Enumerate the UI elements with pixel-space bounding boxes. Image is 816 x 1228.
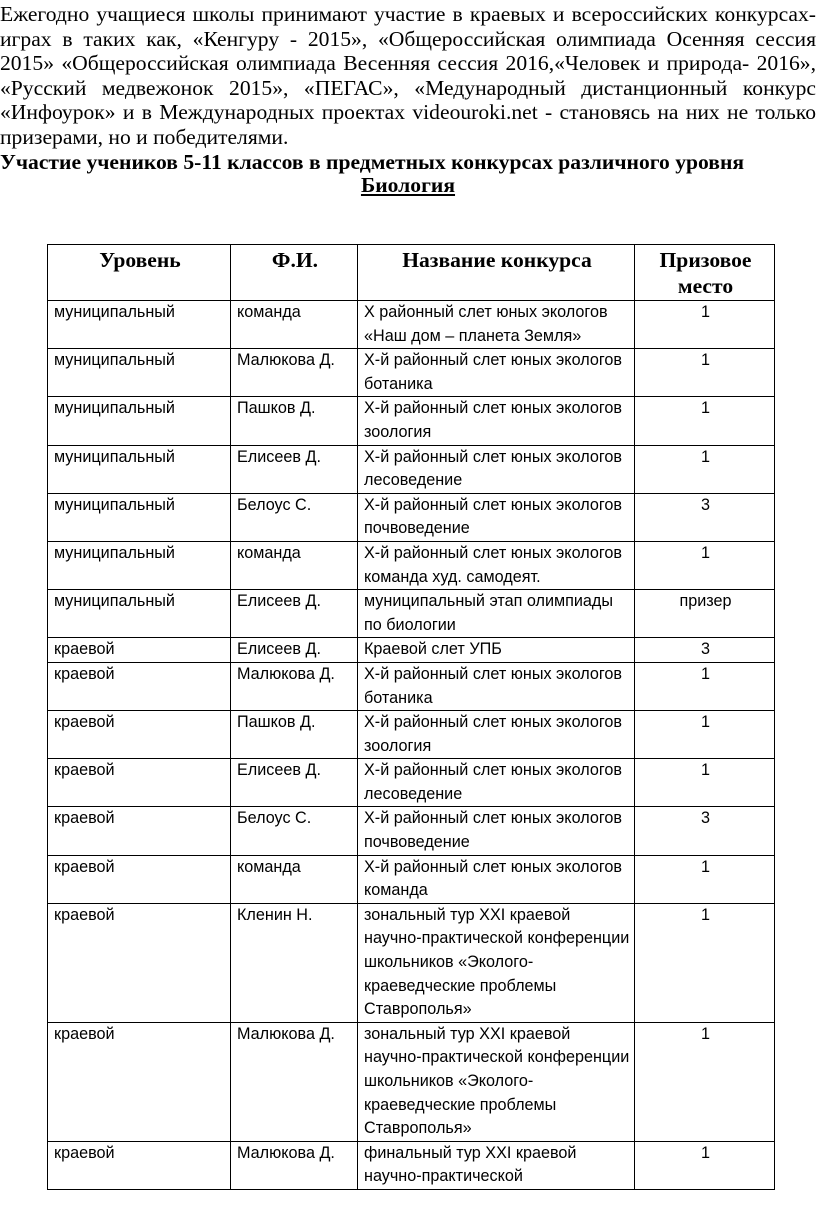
cell-name: команда — [231, 301, 358, 349]
intro-paragraph: Ежегодно учащиеся школы принимают участие в краевых и всероссийских конкурсах-играх в таких как, «Кенгуру - 2015», «Общероссийская олимпиада Осенняя сессия 2015» «Общероссийская олимпиада Весенняя сессия 2016,«Человек и природа- 2016», «Русский медвежонок 2015», «ПЕГАС», «Медународный дистанционный конкурс «Инфоурок» и в Международных проектах videouroki.net - становясь на них не только призерами, но и победителями. — [0, 2, 816, 149]
cell-contest: X-й районный слет юных экологов почвоведение — [358, 807, 635, 855]
cell-place: призер — [635, 590, 775, 638]
cell-name: команда — [231, 855, 358, 903]
cell-place: 1 — [635, 855, 775, 903]
cell-level: краевой — [48, 1141, 231, 1189]
cell-name: Кленин Н. — [231, 903, 358, 1022]
cell-place: 1 — [635, 397, 775, 445]
table-header-row — [48, 245, 775, 301]
header-place: Призовое место — [635, 245, 775, 301]
table-row — [48, 397, 775, 445]
cell-contest: X-й районный слет юных экологов команда — [358, 855, 635, 903]
cell-name: Малюкова Д. — [231, 662, 358, 710]
cell-level: краевой — [48, 759, 231, 807]
cell-name: Белоус С. — [231, 807, 358, 855]
header-level: Уровень — [48, 245, 231, 301]
cell-place: 1 — [635, 903, 775, 1022]
table-row — [48, 855, 775, 903]
cell-level: краевой — [48, 711, 231, 759]
cell-level: муниципальный — [48, 445, 231, 493]
cell-name: Елисеев Д. — [231, 638, 358, 663]
cell-contest: X-й районный слет юных экологов зоология — [358, 711, 635, 759]
cell-level: муниципальный — [48, 493, 231, 541]
cell-level: муниципальный — [48, 590, 231, 638]
cell-name: Малюкова Д. — [231, 1022, 358, 1141]
cell-name: Елисеев Д. — [231, 445, 358, 493]
cell-contest: X-й районный слет юных экологов команда худ. самодеят. — [358, 541, 635, 589]
table-row — [48, 807, 775, 855]
table-row — [48, 759, 775, 807]
results-table — [47, 244, 775, 1190]
cell-contest: X-й районный слет юных экологов ботаника — [358, 349, 635, 397]
cell-contest: X-й районный слет юных экологов зоология — [358, 397, 635, 445]
cell-level: муниципальный — [48, 301, 231, 349]
cell-contest: X-й районный слет юных экологов лесоведение — [358, 759, 635, 807]
cell-place: 1 — [635, 662, 775, 710]
cell-level: краевой — [48, 855, 231, 903]
cell-level: муниципальный — [48, 397, 231, 445]
cell-place: 1 — [635, 301, 775, 349]
cell-place: 1 — [635, 445, 775, 493]
cell-contest: X районный слет юных экологов «Наш дом – планета Земля» — [358, 301, 635, 349]
cell-level: краевой — [48, 1022, 231, 1141]
table-row — [48, 711, 775, 759]
cell-contest: зональный тур XXI краевой научно-практической конференции школьников «Эколого-краеведческие проблемы Ставрополья» — [358, 1022, 635, 1141]
table-row — [48, 1141, 775, 1189]
subject-title: Биология — [360, 172, 456, 197]
table-row — [48, 301, 775, 349]
table-row — [48, 541, 775, 589]
cell-name: Белоус С. — [231, 493, 358, 541]
cell-contest: муниципальный этап олимпиады по биологии — [358, 590, 635, 638]
document-page — [0, 0, 816, 196]
cell-name: команда — [231, 541, 358, 589]
cell-name: Пашков Д. — [231, 397, 358, 445]
table-row — [48, 662, 775, 710]
cell-place: 3 — [635, 493, 775, 541]
table-row — [48, 349, 775, 397]
cell-level: муниципальный — [48, 541, 231, 589]
cell-name: Елисеев Д. — [231, 759, 358, 807]
cell-place: 1 — [635, 541, 775, 589]
table-row — [48, 1022, 775, 1141]
table-row — [48, 590, 775, 638]
cell-level: краевой — [48, 638, 231, 663]
cell-place: 3 — [635, 638, 775, 663]
table-row — [48, 638, 775, 663]
header-name: Ф.И. — [231, 245, 358, 301]
cell-level: краевой — [48, 662, 231, 710]
cell-contest: Краевой слет УПБ — [358, 638, 635, 663]
table-row — [48, 493, 775, 541]
table-row — [48, 903, 775, 1022]
cell-level: краевой — [48, 807, 231, 855]
cell-place: 1 — [635, 349, 775, 397]
cell-name: Елисеев Д. — [231, 590, 358, 638]
cell-place: 1 — [635, 711, 775, 759]
cell-place: 1 — [635, 1022, 775, 1141]
cell-name: Пашков Д. — [231, 711, 358, 759]
cell-contest: финальный тур XXI краевой научно-практической — [358, 1141, 635, 1189]
cell-level: краевой — [48, 903, 231, 1022]
cell-place: 1 — [635, 1141, 775, 1189]
cell-place: 3 — [635, 807, 775, 855]
cell-place: 1 — [635, 759, 775, 807]
cell-contest: зональный тур XXI краевой научно-практической конференции школьников «Эколого-краеведческие проблемы Ставрополья» — [358, 903, 635, 1022]
cell-level: муниципальный — [48, 349, 231, 397]
cell-contest: X-й районный слет юных экологов лесоведение — [358, 445, 635, 493]
cell-name: Малюкова Д. — [231, 1141, 358, 1189]
table-row — [48, 445, 775, 493]
cell-contest: X-й районный слет юных экологов почвоведение — [358, 493, 635, 541]
header-contest: Название конкурса — [358, 245, 635, 301]
cell-name: Малюкова Д. — [231, 349, 358, 397]
section-heading: Участие учеников 5-11 классов в предметных конкурсах различного уровня — [0, 149, 745, 174]
cell-contest: X-й районный слет юных экологов ботаника — [358, 662, 635, 710]
